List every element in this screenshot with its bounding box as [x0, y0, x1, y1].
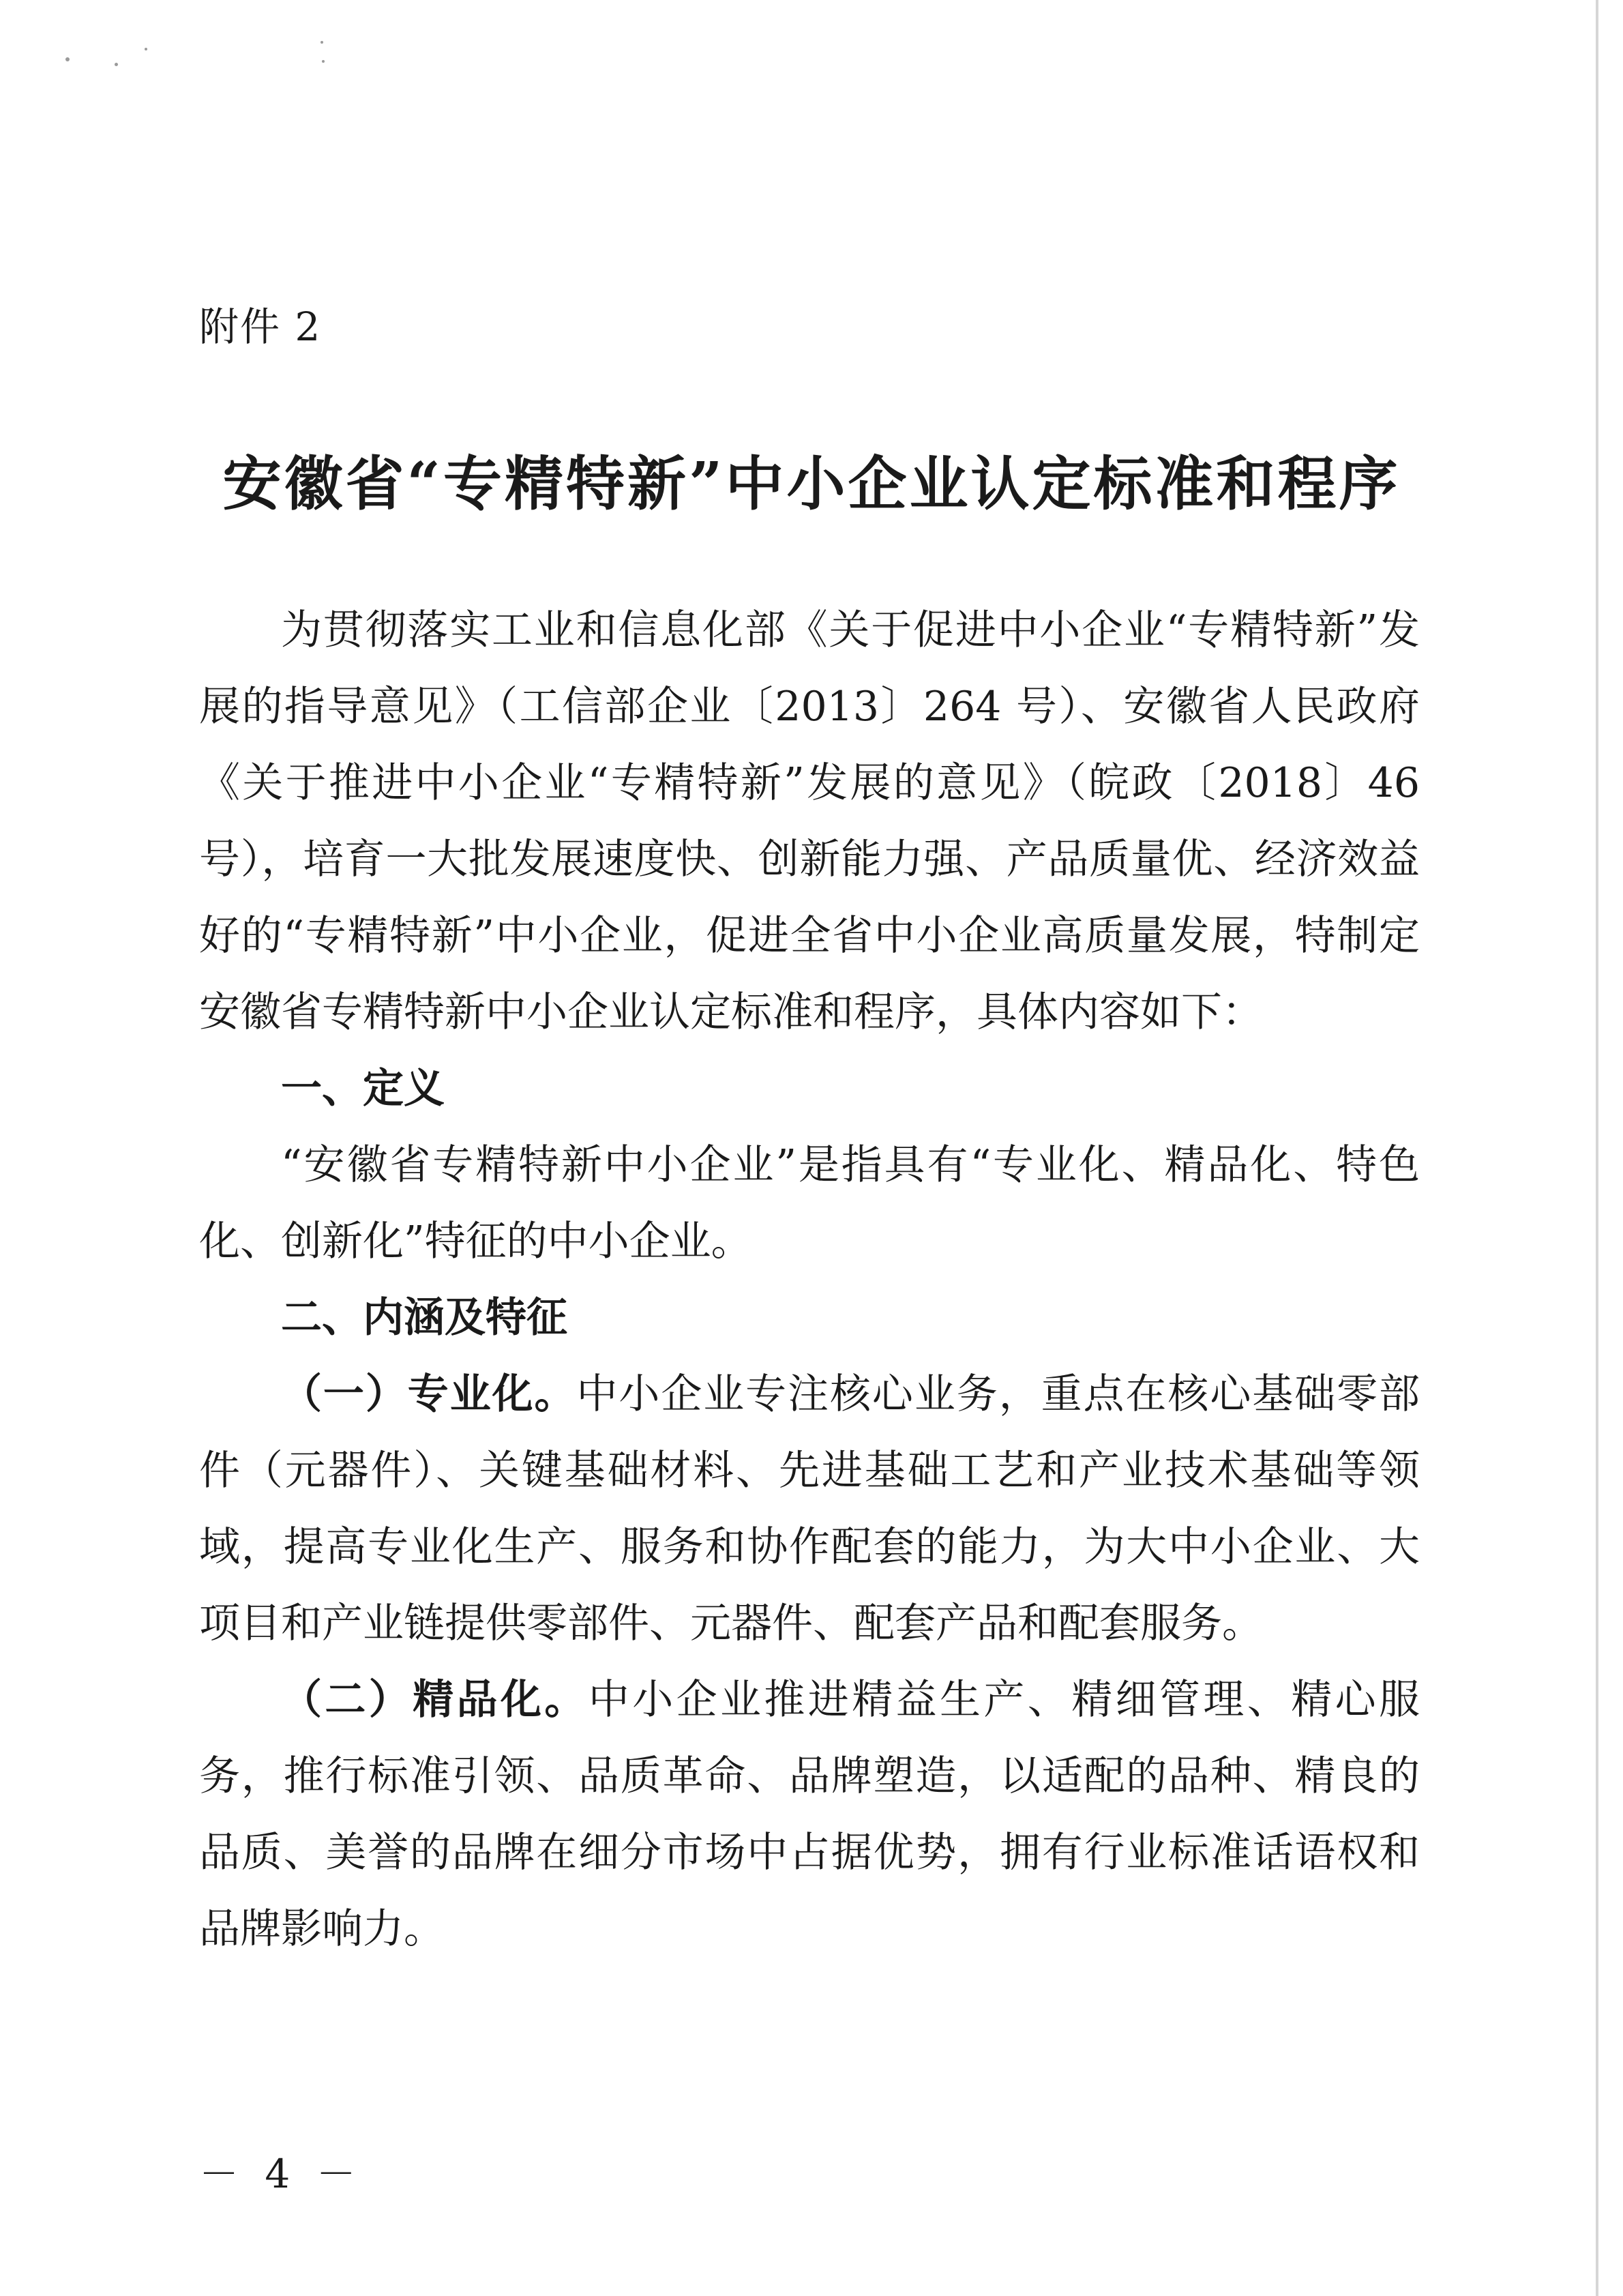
page-number: － 4 － — [199, 2151, 363, 2197]
feature-refinement — [199, 1662, 1420, 1967]
feature-lead-refinement: （二）精品化。 — [281, 1676, 589, 1724]
definition-paragraph: “安徽省专精特新中小企业”是指具有“专业化、精品化、特色化、创新化”特征的中小企业。 — [199, 1141, 1420, 1265]
scan-speck — [145, 48, 147, 50]
document-title: 安徽省“专精特新”中小企业认定标准和程序 — [222, 450, 1401, 518]
scan-speck — [321, 41, 323, 44]
scan-speck — [322, 60, 325, 63]
attachment-label: 附件 2 — [199, 304, 322, 350]
feature-specialization — [199, 1356, 1420, 1662]
page-edge-shadow — [1596, 0, 1598, 2296]
section-heading-definition: 一、定义 — [281, 1065, 445, 1113]
scan-speck — [65, 57, 70, 61]
feature-lead-specialization: （一）专业化。 — [281, 1370, 577, 1418]
document-body — [199, 592, 1420, 1967]
feature-text-refinement: 中小企业推进精益生产、精细管理、精心服务，推行标准引领、品质革命、品牌塑造，以适配的品种、精良的品质、美誉的品牌在细分市场中占据优势，拥有行业标准话语权和品牌影响力。 — [199, 1676, 1420, 1953]
feature-text-specialization: 中小企业专注核心业务，重点在核心基础零部件（元器件）、关键基础材料、先进基础工艺和产业技术基础等领域，提高专业化生产、服务和协作配套的能力，为大中小企业、大项目和产业链提供零部件、元器件、配套产品和配套服务。 — [199, 1370, 1420, 1647]
scan-speck — [115, 63, 118, 66]
intro-paragraph: 为贯彻落实工业和信息化部《关于促进中小企业“专精特新”发展的指导意见》（工信部企业〔2013〕264 号）、安徽省人民政府《关于推进中小企业“专精特新”发展的意见》（皖政〔2018〕46 号），培育一大批发展速度快、创新能力强、产品质量优、经济效益好的“专精特新”中小企业，促进全省中小企业高质量发展，特制定安徽省专精特新中小企业认定标准和程序，具体内容如下： — [199, 606, 1420, 1036]
section-heading-features: 二、内涵及特征 — [281, 1294, 567, 1342]
